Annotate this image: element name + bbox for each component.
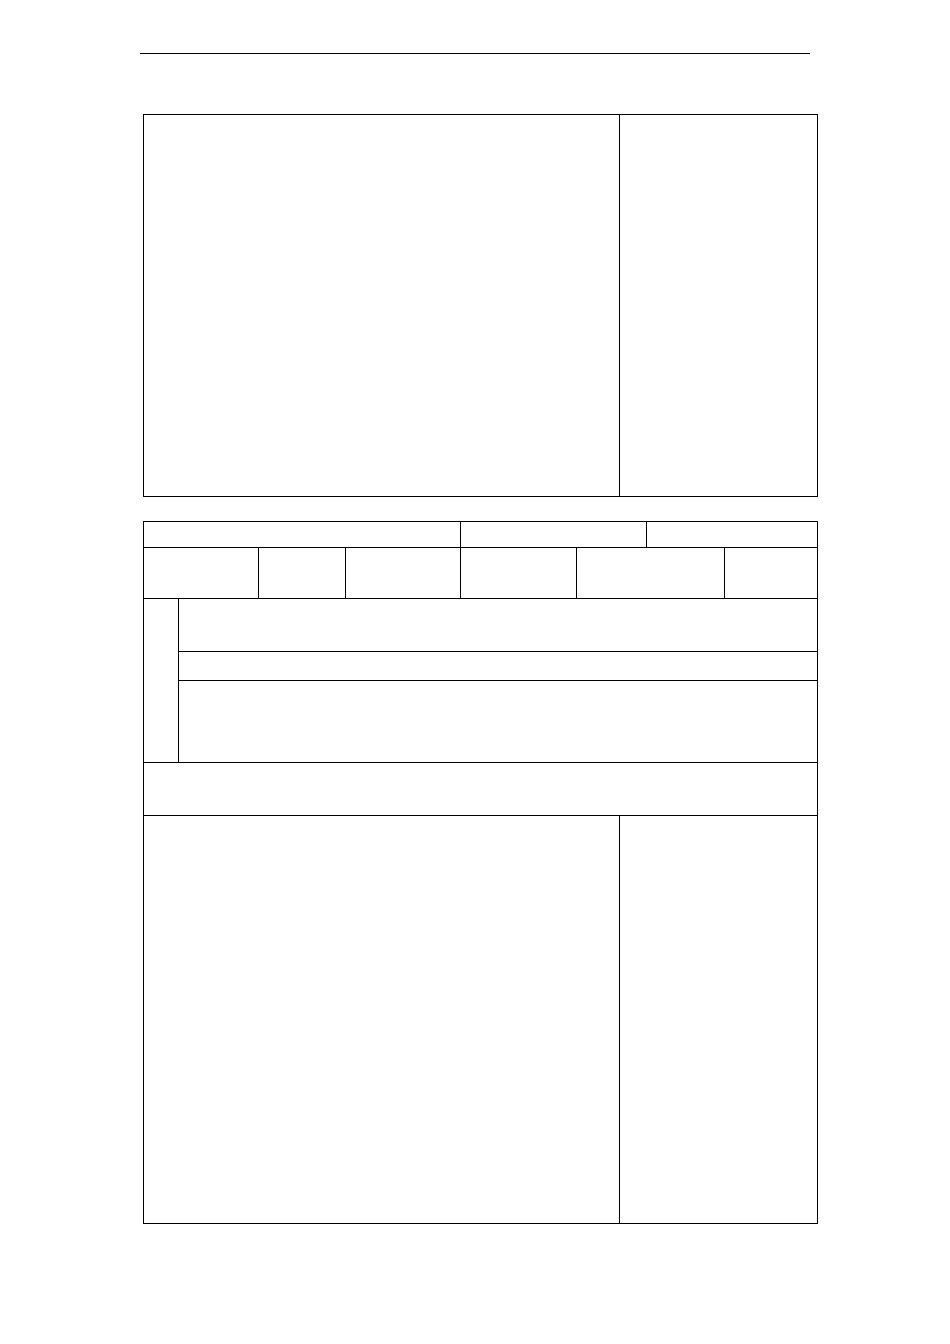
header-rule [140, 53, 810, 54]
top-table-divider [619, 114, 620, 497]
top-table [143, 114, 818, 497]
lesson-table [143, 521, 818, 1224]
